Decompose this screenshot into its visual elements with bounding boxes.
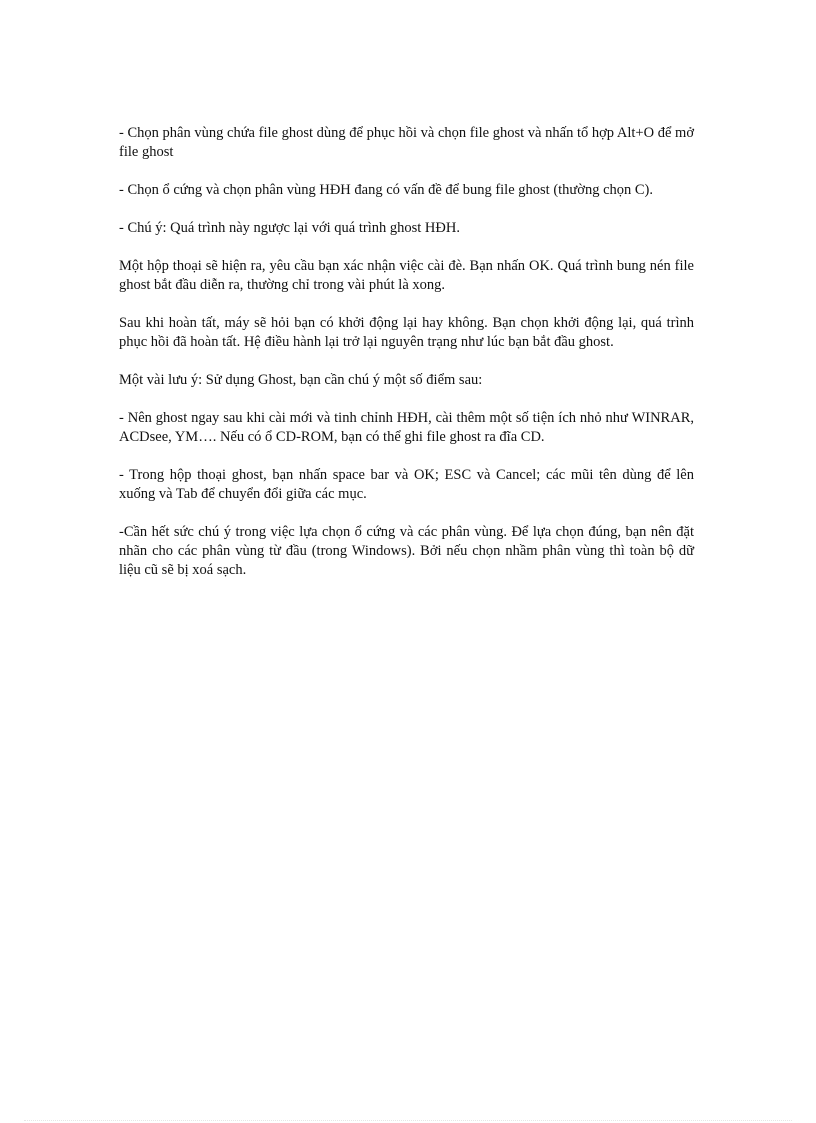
page-bottom-divider: [24, 1120, 792, 1121]
paragraph-select-ghost-file: - Chọn phân vùng chứa file ghost dùng để phục hồi và chọn file ghost và nhấn tổ hợp Alt+O để mở file ghost: [119, 125, 694, 160]
paragraph-notes-heading: Một vài lưu ý: Sử dụng Ghost, bạn cần chú ý một số điểm sau:: [119, 372, 483, 388]
paragraph-confirm-dialog: Một hộp thoại sẽ hiện ra, yêu cầu bạn xác nhận việc cài đè. Bạn nhấn OK. Quá trình bung nén file ghost bắt đầu diễn ra, thường chỉ trong vài phút là xong.: [119, 258, 694, 293]
paragraph-note-ghost-early: - Nên ghost ngay sau khi cài mới và tinh chỉnh HĐH, cài thêm một số tiện ích nhỏ như WINRAR, ACDsee, YM…. Nếu có ổ CD-ROM, bạn có thể ghi file ghost ra đĩa CD.: [119, 410, 694, 445]
paragraph-select-drive: - Chọn ổ cứng và chọn phân vùng HĐH đang có vấn đề để bung file ghost (thường chọn C).: [119, 182, 654, 198]
document-body: [119, 124, 694, 599]
paragraph-note-careful: -Cần hết sức chú ý trong việc lựa chọn ổ cứng và các phân vùng. Để lựa chọn đúng, bạn nên đặt nhãn cho các phân vùng từ đầu (trong Windows). Bởi nếu chọn nhầm phân vùng thì toàn bộ dữ liệu cũ sẽ bị xoá sạch.: [119, 524, 694, 578]
paragraph-note-keys: - Trong hộp thoại ghost, bạn nhấn space bar và OK; ESC và Cancel; các mũi tên dùng để lên xuống và Tab để chuyển đổi giữa các mục.: [119, 467, 694, 502]
paragraph-note-reverse: - Chú ý: Quá trình này ngược lại với quá trình ghost HĐH.: [119, 220, 460, 236]
paragraph-restart: Sau khi hoàn tất, máy sẽ hỏi bạn có khởi động lại hay không. Bạn chọn khởi động lại, quá trình phục hồi đã hoàn tất. Hệ điều hành lại trở lại nguyên trạng như lúc bạn bắt đầu ghost.: [119, 315, 694, 350]
